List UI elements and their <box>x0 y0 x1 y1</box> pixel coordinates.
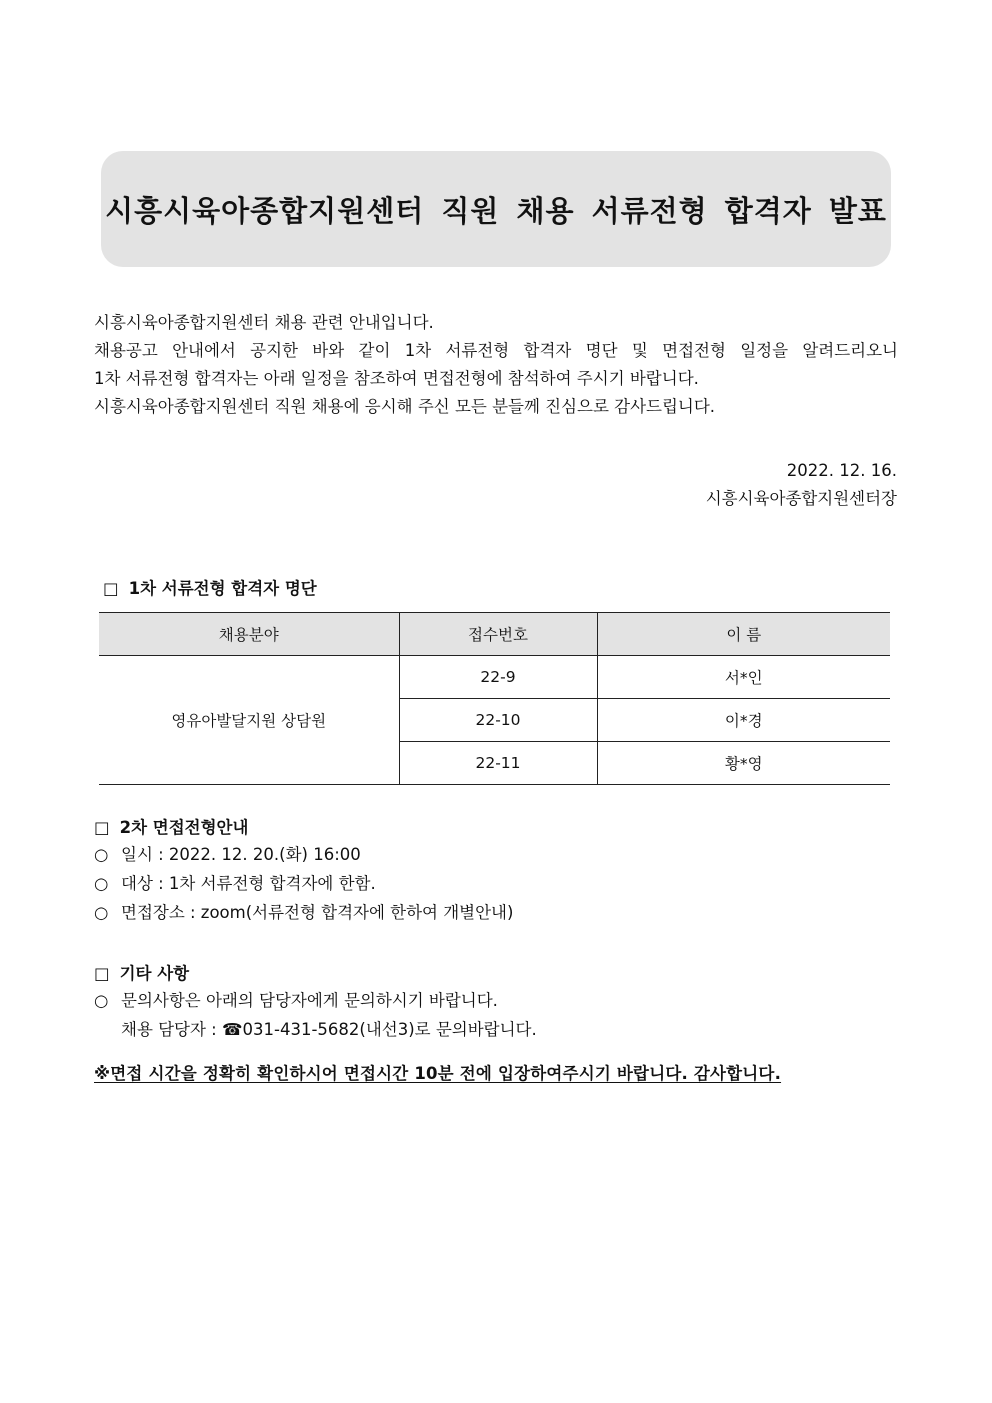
number-cell: 22-10 <box>399 699 597 742</box>
column-header: 접수번호 <box>399 613 597 656</box>
signature-block <box>706 457 897 513</box>
announcement-date: 2022. 12. 16. <box>786 461 897 480</box>
field-cell: 영유아발달지원 상담원 <box>99 656 399 785</box>
section-heading-etc <box>94 960 189 984</box>
checkbox-icon: □ <box>94 818 110 837</box>
circle-bullet-icon: ○ <box>94 903 109 922</box>
number-cell: 22-11 <box>399 742 597 785</box>
column-header: 이 름 <box>597 613 890 656</box>
intro-paragraph <box>94 309 898 421</box>
name-cell: 이*경 <box>597 699 890 742</box>
title-box <box>101 151 891 267</box>
interview-notice: ※면접 시간을 정확히 확인하시어 면접시간 10분 전에 입장하여주시기 바랍니다. 감사합니다. <box>94 1064 782 1083</box>
list-item <box>94 986 537 1015</box>
column-header: 채용분야 <box>99 613 399 656</box>
contact-line: 채용 담당자 : ☎031-431-5682(내선3)로 문의바랍니다. <box>121 1020 537 1039</box>
checkbox-icon: □ <box>103 579 119 598</box>
table-row <box>99 656 890 699</box>
name-cell: 황*영 <box>597 742 890 785</box>
intro-line: 시흥시육아종합지원센터 직원 채용에 응시해 주신 모든 분들께 진심으로 감사드립니다. <box>94 397 716 416</box>
checkbox-icon: □ <box>94 964 110 983</box>
intro-line: 1차 서류전형 합격자는 아래 일정을 참조하여 면접전형에 참석하여 주시기 바랍니다. <box>94 369 699 388</box>
section-title: 기타 사항 <box>119 964 190 983</box>
passers-table <box>99 612 890 785</box>
circle-bullet-icon: ○ <box>94 845 109 864</box>
list-item-text: 대상 : 1차 서류전형 합격자에 한함. <box>121 874 376 893</box>
section-heading-passers <box>103 575 317 599</box>
list-item <box>94 869 513 898</box>
circle-bullet-icon: ○ <box>94 874 109 893</box>
list-item <box>94 840 513 869</box>
section-title: 1차 서류전형 합격자 명단 <box>128 579 317 598</box>
issuer-name: 시흥시육아종합지원센터장 <box>705 489 897 508</box>
intro-line: 시흥시육아종합지원센터 채용 관련 안내입니다. <box>94 313 434 332</box>
number-cell: 22-9 <box>399 656 597 699</box>
etc-info-list <box>94 986 537 1044</box>
intro-line: 채용공고 안내에서 공지한 바와 같이 1차 서류전형 합격자 명단 및 면접전형 일정을 알려드리오니 <box>94 341 898 360</box>
list-item-text: 면접장소 : zoom(서류전형 합격자에 한하여 개별안내) <box>121 903 514 922</box>
name-cell: 서*인 <box>597 656 890 699</box>
page-title: 시흥시육아종합지원센터 직원 채용 서류전형 합격자 발표 <box>105 193 887 228</box>
list-item-text: 일시 : 2022. 12. 20.(화) 16:00 <box>121 845 361 864</box>
section-heading-interview <box>94 814 248 838</box>
circle-bullet-icon: ○ <box>94 991 109 1010</box>
list-item <box>94 898 513 927</box>
interview-info-list <box>94 840 513 927</box>
section-title: 2차 면접전형안내 <box>119 818 249 837</box>
table-header-row <box>99 613 890 656</box>
list-item-text: 문의사항은 아래의 담당자에게 문의하시기 바랍니다. <box>121 991 498 1010</box>
